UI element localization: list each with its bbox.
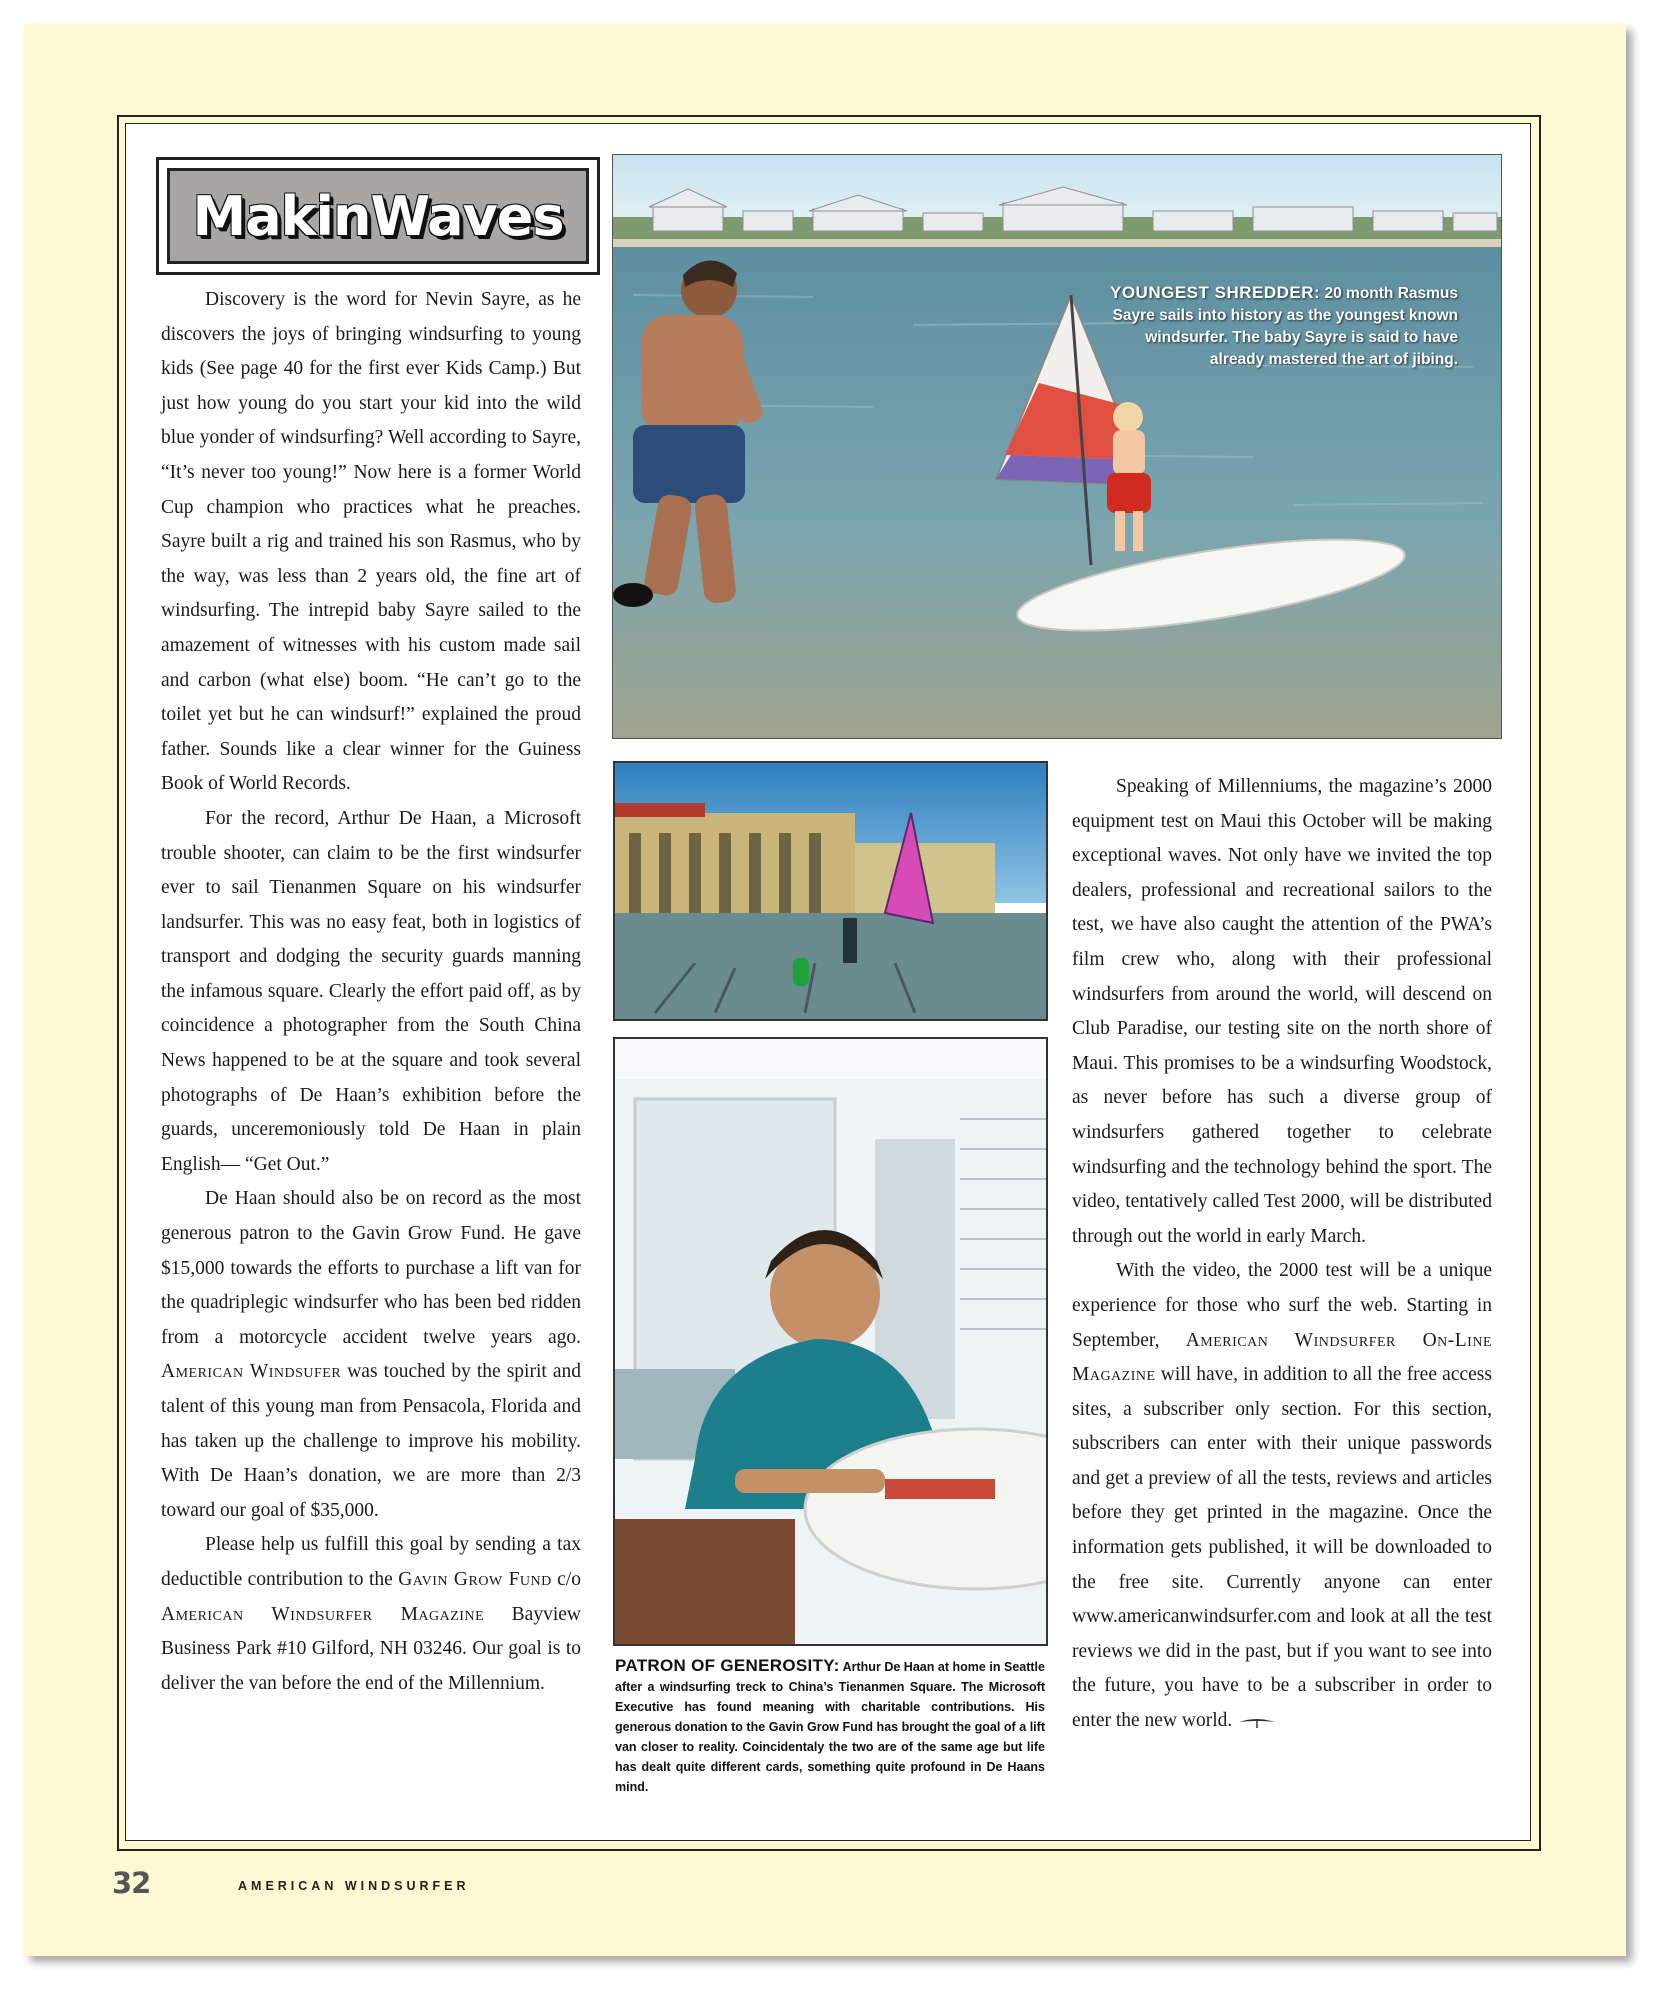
column-right — [1072, 770, 1492, 1739]
page-number: 32 — [112, 1866, 151, 1900]
magazine-name: American Windsurfer On-Line Magazine — [1072, 1329, 1492, 1386]
running-title: AMERICAN WINDSURFER — [238, 1879, 470, 1893]
section-title: MakinWaves — [192, 184, 564, 248]
magazine-name: American Windsufer — [161, 1361, 342, 1383]
patron-photo — [613, 1037, 1048, 1646]
paragraph-5: Speaking of Millenniums, the magazine’s 2000 equipment test on Maui this October will be making exceptional waves. Not only have we invited the top dealers, professional and recreational sailors to the test, we have also caught the attention of the PWA’s film crew who, along with their professional windsurfers from around the world, will descend on Club Paradise, our testing site on the north shore of Maui. This promises to be a windsurfing Woodstock, as never before has such a diverse group of windsurfers gathered together to celebrate windsurfing and the technology behind the sport. The video, tentatively called Test 2000, will be distributed through out the world in early March. — [1072, 776, 1492, 1247]
photo-caption-patron: PATRON OF GENEROSITY: Arthur De Haan at home in Seattle after a windsurfing treck to China’s Tienanmen Square. The Microsoft Executive has found meaning with charitable contributions. His generous donation to the Gavin Grow Fund has brought the goal of a lift van closer to reality. Coincidentaly the two are of the same age but life has dealt quite different cards, something quite profound in De Haans mind. — [615, 1656, 1045, 1794]
caption-lead: YOUNGEST SHREDDER: — [1110, 283, 1321, 302]
section-title-panel — [167, 168, 589, 264]
fund-name: Gavin Grow Fund — [398, 1568, 552, 1590]
paragraph-1: Discovery is the word for Nevin Sayre, as he discovers the joys of bringing windsurfing to young kids (See page 40 for the first ever Kids Camp.) But just how young do you start your kid into the wild blue yonder of windsurfing? Well according to Sayre, “It’s never too young!” Now here is a former World Cup champion who practices what he preaches. Sayre built a rig and trained his son Rasmus, who by the way, was less than 2 years old, the fine art of windsurfing. The intrepid baby Sayre sailed to the amazement of witnesses with his custom made sail and carbon (what else) boom. “He can’t go to the toilet yet but he can windsurf!” explained the proud father. Sounds like a clear winner for the Guiness Book of World Records. — [161, 289, 581, 795]
tiananmen-square-photo — [613, 761, 1048, 1021]
section-title-box — [156, 157, 600, 275]
paragraph-2: For the record, Arthur De Haan, a Microsoft trouble shooter, can claim to be the first windsurfer ever to sail Tienanmen Square on his windsurfer landsurfer. This was no easy feat, both in logistics of transport and dodging the security guards manning the infamous square. Clearly the effort paid off, as by coincidence a photographer from the South China News happened to be at the square and took several photographs of De Haan’s exhibition before the guards, unceremoniously told De Haan in plain English— “Get Out.” — [161, 807, 581, 1175]
youngest-shredder-photo — [612, 154, 1502, 739]
photo-caption-top: YOUNGEST SHREDDER: 20 month Rasmus Sayre sails into history as the youngest known windsurfer. The baby Sayre is said to have already mastered the art of jibing. — [1110, 283, 1458, 368]
end-mark-icon — [1237, 1715, 1277, 1729]
column-left — [161, 283, 581, 1701]
magazine-name: American Windsurfer Magazine — [161, 1603, 485, 1625]
paragraph-3: De Haan should also be on record as the most generous patron to the Gavin Grow Fund. He gave $15,000 towards the efforts to purchase a lift van for the quadriplegic windsurfer who has been bed ridden from a motorcycle accident twelve years ago. American Windsufer was touched by the spirit and talent of this young man from Pensacola, Florida and has taken up the challenge to improve his mobility. With De Haan’s donation, we are more than 2/3 toward our goal of $35,000. — [161, 1188, 581, 1521]
paragraph-4: Please help us fulfill this goal by sending a tax deductible contribution to the Gavin Grow Fund c/o American Windsurfer Magazine Bayview Business Park #10 Gilford, NH 03246. Our goal is to deliver the van before the end of the Millennium. — [161, 1534, 581, 1694]
caption-lead: PATRON OF GENEROSITY: — [615, 1656, 840, 1675]
paragraph-6: With the video, the 2000 test will be a unique experience for those who surf the web. Starting in September, American Windsurfer On-Line Magazine will have, in addition to all the free access sites, a subscriber only section. For this section, subscribers can enter with their unique passwords and get a preview of all the tests, reviews and articles before they get printed in the magazine. Once the information gets published, it will be downloaded to the free site. Currently anyone can enter www.americanwindsurfer.com and look at all the test reviews we did in the past, but if you want to see into the future, you have to be a subscriber in order to enter the new world. — [1072, 1260, 1492, 1732]
